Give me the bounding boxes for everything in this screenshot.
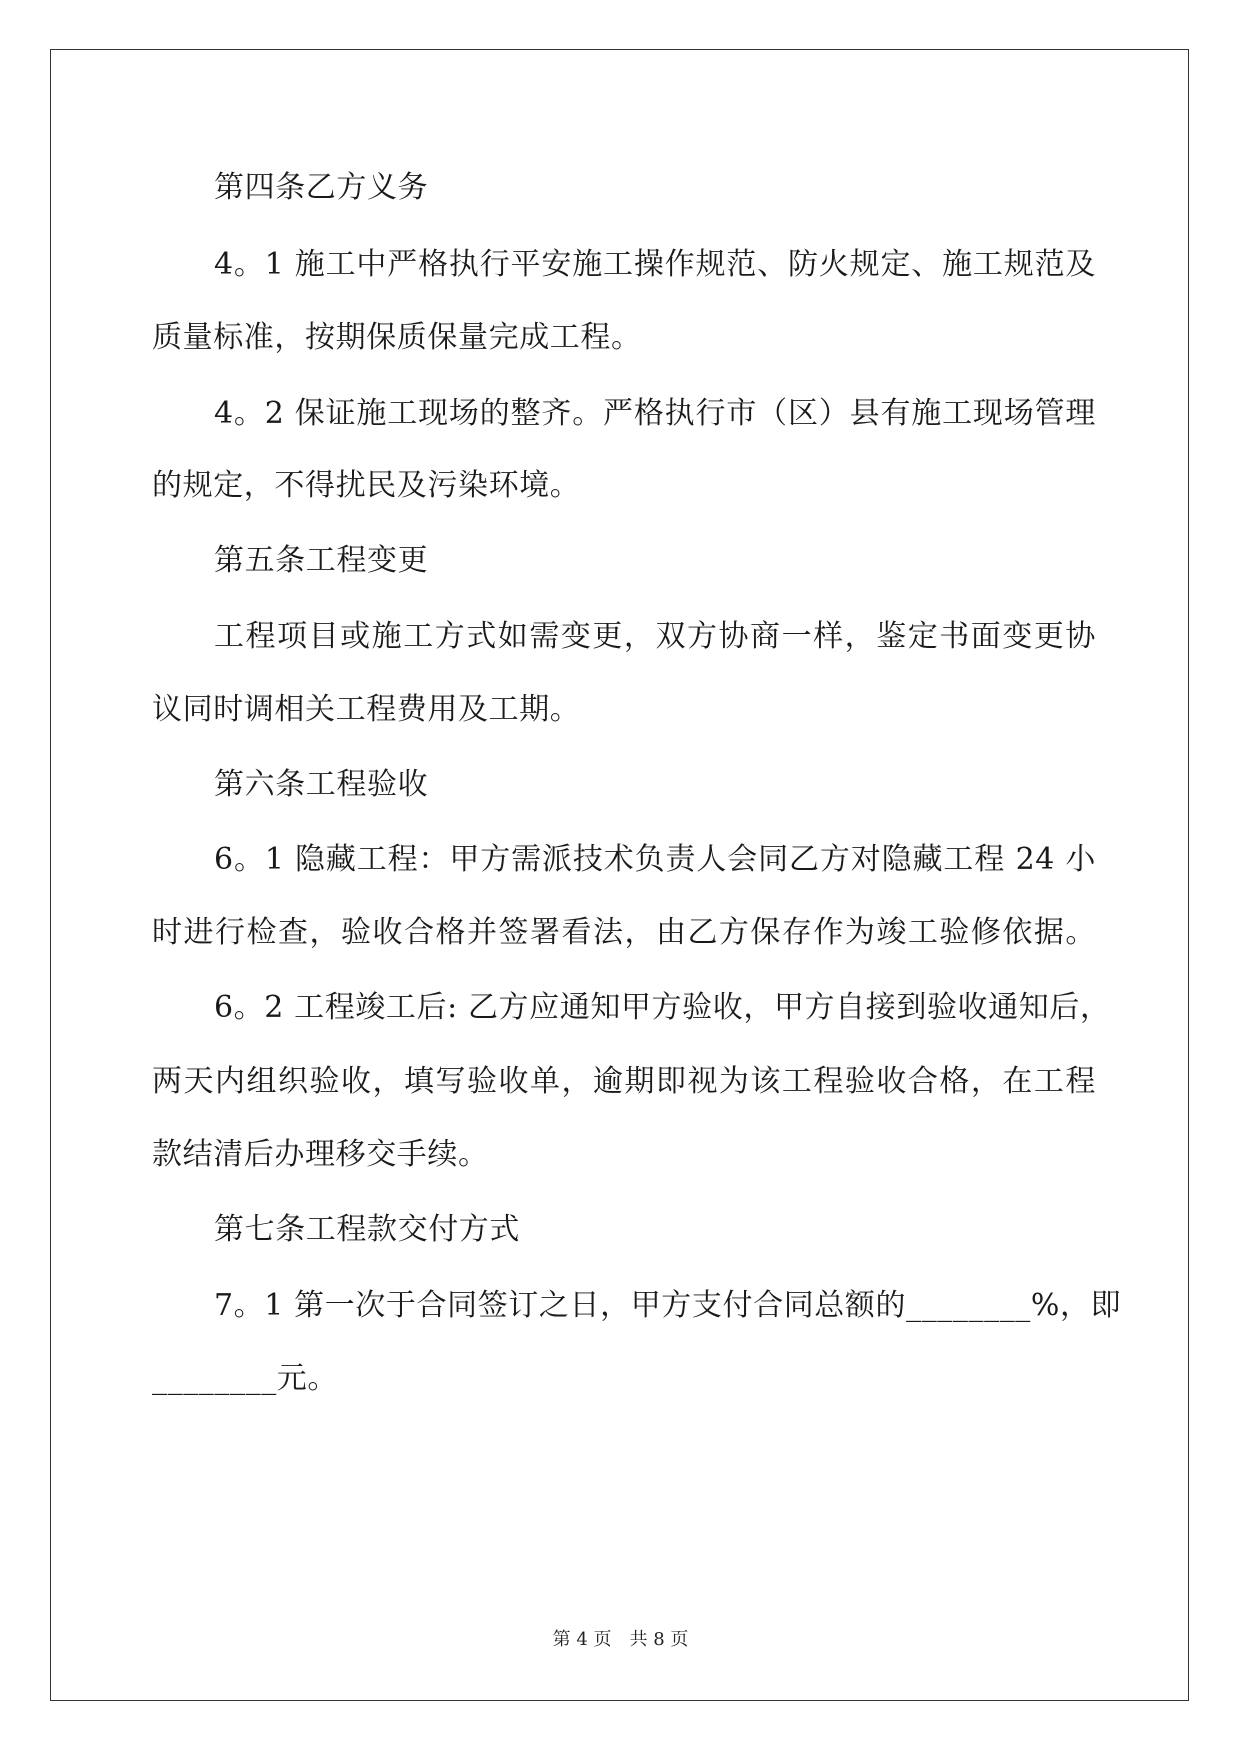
page-footer — [0, 1628, 1241, 1652]
section-heading: 第五条工程变更 — [214, 543, 429, 578]
paragraph-line: 6。1 隐藏工程：甲方需派技术负责人会同乙方对隐藏工程 24 小 — [214, 842, 1096, 877]
paragraph-line: 的规定，不得扰民及污染环境。 — [152, 468, 581, 503]
section-heading: 第七条工程款交付方式 — [214, 1212, 520, 1247]
total-pages: 共 8 页 — [629, 1629, 689, 1650]
paragraph-line: 7。1 第一次于合同签订之日，甲方支付合同总额的________%，即 — [214, 1288, 1122, 1323]
paragraph-line: 6。2 工程竣工后: 乙方应通知甲方验收，甲方自接到验收通知后， — [214, 990, 1111, 1025]
paragraph-line: ________元。 — [152, 1361, 338, 1396]
section-heading: 第四条乙方义务 — [214, 170, 429, 205]
paragraph-line: 时进行检查，验收合格并签署看法，由乙方保存作为竣工验修依据。 — [152, 915, 1096, 950]
paragraph-line: 款结清后办理移交手续。 — [152, 1137, 489, 1172]
paragraph-line: 两天内组织验收，填写验收单，逾期即视为该工程验收合格，在工程 — [152, 1064, 1096, 1099]
paragraph-line: 议同时调相关工程费用及工期。 — [152, 692, 581, 727]
section-heading: 第六条工程验收 — [214, 767, 429, 802]
paragraph-line: 工程项目或施工方式如需变更，双方协商一样，鉴定书面变更协 — [214, 619, 1096, 654]
page-number: 第 4 页 — [552, 1629, 612, 1650]
paragraph-line: 质量标准，按期保质保量完成工程。 — [152, 320, 642, 355]
paragraph-line: 4。1 施工中严格执行平安施工操作规范、防火规定、施工规范及 — [214, 247, 1096, 282]
paragraph-line: 4。2 保证施工现场的整齐。严格执行市（区）县有施工现场管理 — [214, 396, 1096, 431]
